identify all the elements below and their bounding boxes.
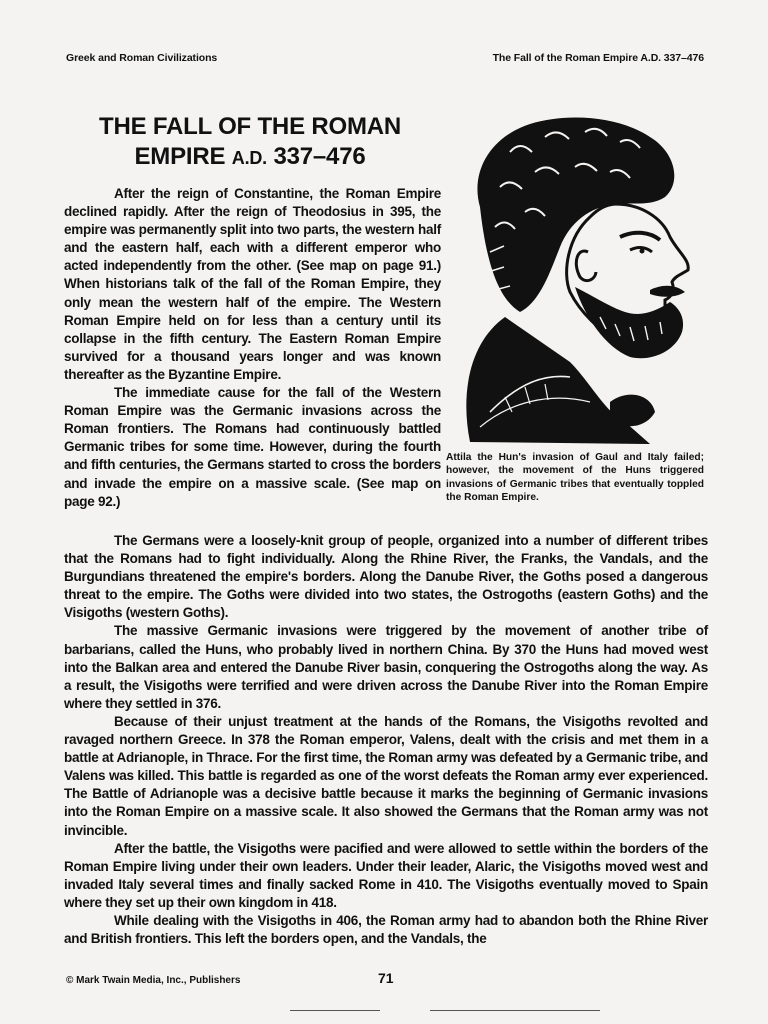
- body-column-narrow: [64, 185, 441, 511]
- title-years: 337–476: [273, 143, 366, 170]
- title-main: EMPIRE: [134, 143, 226, 170]
- bottom-divider: [290, 1010, 380, 1011]
- paragraph: The massive Germanic invasions were triggered by the movement of another tribe of barbarians, called the Huns, who probably lived in northern China. By 370 the Huns had moved west into the Balkan area and entered the Danube River basin, conquering the Ostrogoths along the way. As a result, the Visigoths were terrified and were driven across the Danube River into the Roman Empire where they settled in 376.: [64, 623, 708, 711]
- paragraph: The immediate cause for the fall of the Western Roman Empire was the Germanic invasions across the Roman frontiers. The Romans had continuously battled Germanic tribes for some time. However, during the fourth and fifth centuries, the Germans started to cross the borders and invade the empire on a massive scale. (See map on page 92.): [64, 385, 441, 509]
- bottom-divider: [430, 1010, 600, 1011]
- publisher-credit: © Mark Twain Media, Inc., Publishers: [66, 975, 241, 986]
- paragraph: After the reign of Constantine, the Roman Empire declined rapidly. After the reign of Theodosius in 395, the empire was permanently split into two parts, the western half and the eastern half, each with a different emperor who acted independently from the other. (See map on page 91.) When historians talk of the fall of the Roman Empire, they only mean the western half of the empire. The Western Roman Empire held on for less than a century until its collapse in the fifth century. The Eastern Roman Empire survived for a thousand years longer and was known thereafter as the Byzantine Empire.: [64, 186, 441, 382]
- page-number: 71: [378, 970, 394, 986]
- title-era: A.D.: [231, 148, 267, 168]
- paragraph: After the battle, the Visigoths were pacified and were allowed to settle within the borders of the Roman Empire living under their own leaders. Under their leader, Alaric, the Visigoths moved west and invaded Italy several times and finally sacked Rome in 410. The Visigoths eventually moved to Spain where they set up their own kingdom in 418.: [64, 840, 708, 910]
- body-column-wide: [64, 532, 708, 948]
- running-header-right: The Fall of the Roman Empire A.D. 337–476: [492, 52, 704, 64]
- title-line-1: THE FALL OF THE ROMAN: [98, 113, 401, 140]
- paragraph: While dealing with the Visigoths in 406, the Roman army had to abandon both the Rhine River and British frontiers. This left the borders open, and the Vandals, the: [64, 912, 708, 947]
- page-title: [70, 112, 430, 173]
- paragraph: Because of their unjust treatment at the hands of the Romans, the Visigoths revolted and ravaged northern Greece. In 378 the Roman emperor, Valens, dealt with the crisis and met them in a battle at Adrianople, in Thrace. For the first time, the Roman army was defeated by a Germanic tribe, and Valens was killed. This battle is regarded as one of the worst defeats the Roman army ever experienced. The Battle of Adrianople was a decisive battle because it marks the beginning of Germanic invasions into the Roman Empire on a massive scale. It also showed the Germans that the Roman army was not invincible.: [64, 713, 708, 838]
- portrait-caption: Attila the Hun's invasion of Gaul and Italy failed; however, the movement of the Huns triggered invasions of Germanic tribes that eventually toppled the Roman Empire.: [446, 452, 704, 504]
- paragraph: The Germans were a loosely-knit group of people, organized into a number of different tribes that the Romans had to fight individually. Along the Rhine River, the Franks, the Vandals, and the Burgundians threatened the empire's borders. Along the Danube River, the Goths posed a dangerous threat to the empire. The Goths were divided into two states, the Ostrogoths (eastern Goths) and the Visigoths (western Goths).: [64, 533, 708, 621]
- title-line-2: [70, 142, 430, 173]
- running-header-left: Greek and Roman Civilizations: [66, 52, 218, 64]
- attila-portrait-icon: [450, 112, 700, 444]
